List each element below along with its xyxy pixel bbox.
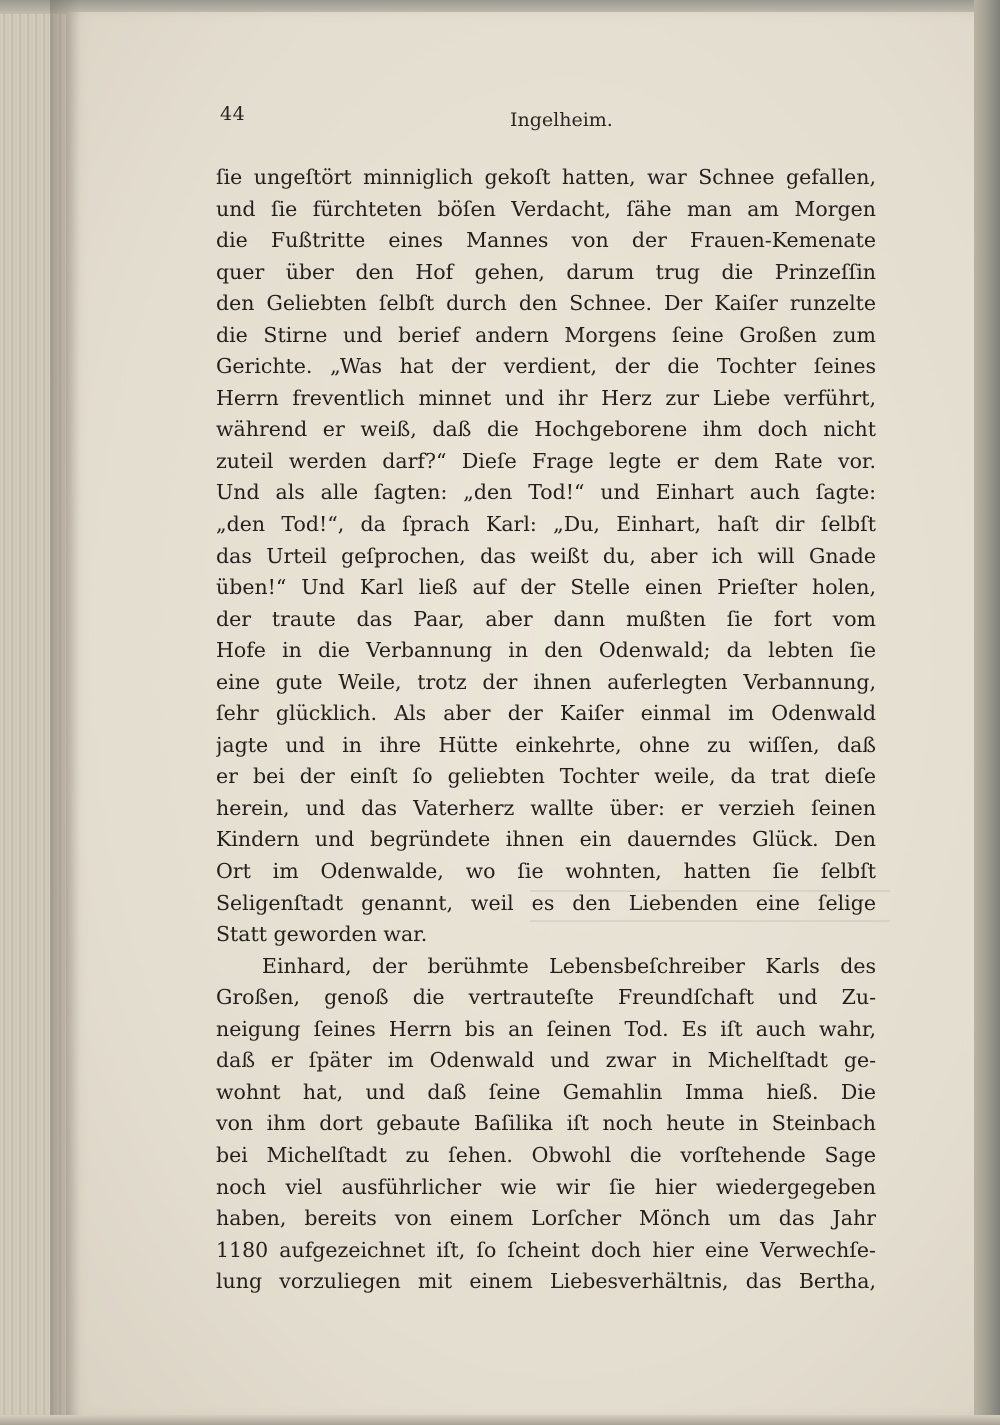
text-line: quer über den Hof gehen, darum trug die Prinzeſſin	[216, 259, 876, 284]
text-line: ſehr glücklich. Als aber der Kaiſer einmal im Odenwald	[216, 701, 876, 726]
text-line: herein, und das Vaterherz wallte über: er verzieh ſeinen	[216, 795, 876, 820]
text-line: und ſie fürchteten böſen Verdacht, ſähe man am Morgen	[216, 196, 876, 221]
paragraph	[216, 162, 876, 951]
text-line: Einhard, der berühmte Lebensbeſchreiber Karls des	[262, 953, 876, 978]
text-line: Großen, genoß die vertrauteſte Freundſchaft und Zu-	[216, 985, 876, 1010]
text-line: Hofe in die Verbannung in den Odenwald; da lebten ſie	[216, 638, 876, 663]
body-text	[216, 162, 876, 1298]
text-line: noch viel ausführlicher wie wir ſie hier wiedergegeben	[216, 1174, 876, 1199]
text-line: die Fußtritte eines Mannes von der Frauen-Kemenate	[216, 228, 876, 253]
text-line: Seligenſtadt genannt, weil es den Liebenden eine ſelige	[216, 890, 876, 915]
text-line: er bei der einſt ſo geliebten Tochter weile, da trat dieſe	[216, 764, 876, 789]
text-line: Kindern und begründete ihnen ein dauerndes Glück. Den	[216, 827, 876, 852]
text-line: Statt geworden war.	[216, 922, 428, 947]
text-line: während er weiß, daß die Hochgeborene ihm doch nicht	[216, 417, 876, 442]
text-line: zuteil werden darf?“ Dieſe Frage legte er dem Rate vor.	[216, 448, 876, 473]
gutter-shadow	[50, 0, 80, 1425]
text-line: bei Michelſtadt zu ſehen. Obwohl die vorſtehende Sage	[216, 1142, 876, 1167]
text-line: das Urteil geſprochen, das weißt du, aber ich will Gnade	[216, 543, 876, 568]
text-line: neigung ſeines Herrn bis an ſeinen Tod. Es iſt auch wahr,	[216, 1016, 876, 1041]
page-number: 44	[220, 103, 246, 125]
text-line: „den Tod!“, da ſprach Karl: „Du, Einhart, haſt dir ſelbſt	[216, 512, 876, 537]
text-line: der traute das Paar, aber dann mußten ſie fort vom	[216, 606, 876, 631]
text-line: den Geliebten ſelbſt durch den Schnee. Der Kaiſer runzelte	[216, 291, 876, 316]
text-line: üben!“ Und Karl ließ auf der Stelle einen Prieſter holen,	[216, 575, 876, 600]
text-line: ſie ungeſtört minniglich gekoſt hatten, war Schnee gefallen,	[216, 165, 876, 189]
text-line: von ihm dort gebaute Baſilika iſt noch heute in Steinbach	[216, 1111, 876, 1136]
text-line: lung vorzuliegen mit einem Liebesverhältnis, das Bertha,	[216, 1269, 876, 1294]
text-line: Herrn freventlich minnet und ihr Herz zur Liebe verführt,	[216, 385, 876, 410]
paragraph	[216, 951, 876, 1298]
text-line: Gerichte. „Was hat der verdient, der die Tochter ſeines	[216, 354, 876, 379]
text-line: 1180 aufgezeichnet iſt, ſo ſcheint doch hier eine Verwechſe-	[216, 1237, 876, 1262]
text-line: wohnt hat, und daß ſeine Gemahlin Imma hieß. Die	[216, 1079, 876, 1104]
text-line: jagte und in ihre Hütte einkehrte, ohne zu wiſſen, daß	[216, 732, 876, 757]
page-header	[220, 103, 880, 137]
text-line: Ort im Odenwalde, wo ſie wohnten, hatten ſie ſelbſt	[216, 859, 876, 884]
text-line: eine gute Weile, trotz der ihnen auferlegten Verbannung,	[216, 669, 876, 694]
text-line: die Stirne und berief andern Morgens ſeine Großen zum	[216, 322, 876, 347]
text-line: haben, bereits von einem Lorſcher Mönch um das Jahr	[216, 1206, 876, 1231]
book-cover-edge	[974, 0, 1000, 1425]
text-line: Und als alle ſagten: „den Tod!“ und Einhart auch ſagte:	[216, 480, 876, 505]
bottom-edge	[0, 1415, 1000, 1425]
running-head: Ingelheim.	[510, 109, 613, 131]
text-line: daß er ſpäter im Odenwald und zwar in Michelſtadt ge-	[216, 1048, 876, 1073]
